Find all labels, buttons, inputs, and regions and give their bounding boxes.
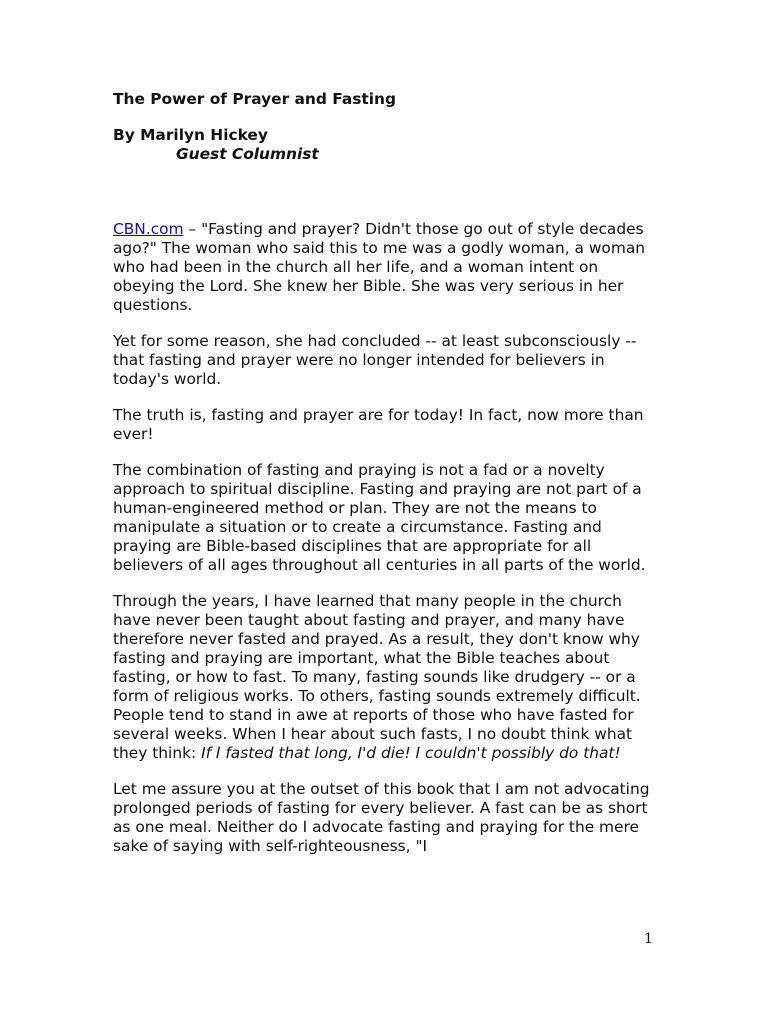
paragraph-5 — [113, 592, 658, 763]
document-body — [113, 90, 658, 873]
paragraph-2: Yet for some reason, she had concluded -- at least subconsciously -- that fasting and prayer were no longer intended for believers in today's world. — [113, 332, 637, 388]
paragraph-5-italic: If I fasted that long, I'd die! I couldn't possibly do that! — [201, 744, 621, 762]
paragraph-1-text: – "Fasting and prayer? Didn't those go out of style decades ago?" The woman who said this to me was a godly woman, a woman who had been in the church all her life, and a woman intent on obeying the Lord. She knew her Bible. She was very serious in her questions. — [113, 220, 646, 314]
page-number: 1 — [644, 931, 653, 947]
author-byline: By Marilyn Hickey — [113, 126, 268, 144]
paragraph-1 — [113, 220, 658, 315]
author-role: Guest Columnist — [176, 145, 319, 163]
paragraph-6: Let me assure you at the outset of this book that I am not advocating prolonged periods of fasting for every believer. A fast can be as short as one meal. Neither do I advocate fasting and praying for the mere sake of saying with self-righteousness, "I — [113, 780, 650, 855]
article-title: The Power of Prayer and Fasting — [113, 90, 397, 108]
paragraph-4: The combination of fasting and praying is not a fad or a novelty approach to spiritual discipline. Fasting and praying are not part of a human-engineered method or plan. They are not the means to manipulate a situation or to create a circumstance. Fasting and praying are Bible-based disciplines that are appropriate for all believers of all ages throughout all centuries in all parts of the world. — [113, 461, 646, 574]
cbn-link[interactable]: CBN.com — [113, 220, 184, 238]
paragraph-5-text: Through the years, I have learned that many people in the church have never been taught about fasting and prayer, and many have therefore never fasted and prayed. As a result, they don't know why fasting and praying are important, what the Bible teaches about fasting, or how to fast. To many, fasting sounds like drudgery -- or a form of religious works. To others, fasting sounds extremely difficult. People tend to stand in awe at reports of those who have fasted for several weeks. When I hear about such fasts, I no doubt think what they think: — [113, 592, 641, 762]
paragraph-3: The truth is, fasting and prayer are for today! In fact, now more than ever! — [113, 406, 644, 443]
